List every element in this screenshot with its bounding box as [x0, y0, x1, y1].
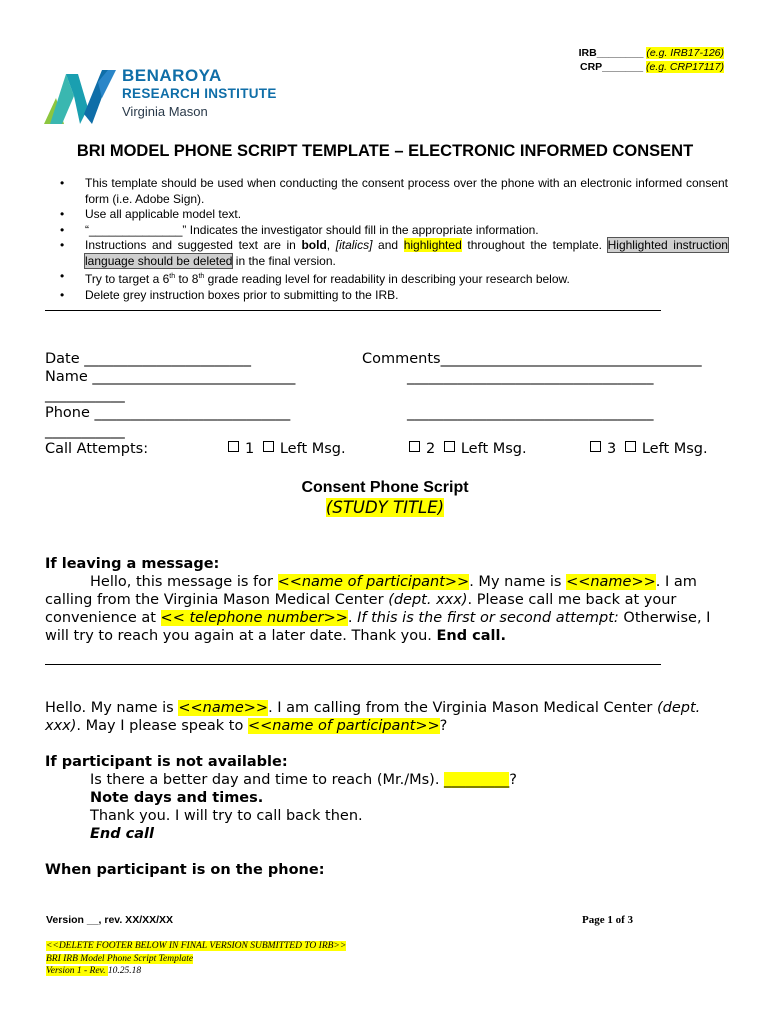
consent-script-title: Consent Phone Script	[301, 479, 469, 496]
script-text: . I am calling from the Virginia Mason Medical Center	[45, 574, 697, 608]
instruction-text: ,	[326, 238, 336, 252]
footer-page-number: Page 1 of 3	[582, 914, 634, 926]
instruction-grey-box: Highlighted instruction language should be deleted	[85, 238, 728, 268]
name-field[interactable]: Name ____________________________	[45, 369, 296, 385]
phone-field-continuation[interactable]: ___________	[45, 423, 125, 439]
script-text: Otherwise, I will try to reach you again at a later date. Thank you.	[45, 610, 711, 644]
instruction-text: throughout the template.	[461, 238, 608, 252]
comments-field[interactable]: Comments____________________________________	[362, 351, 702, 367]
better-time-line	[90, 771, 517, 789]
study-title-text: (STUDY TITLE)	[325, 498, 445, 517]
logo-text-benaroya: BENAROYA	[122, 66, 222, 85]
instruction-list	[60, 176, 728, 303]
attempt-instruction: If this is the first or second attempt:	[357, 610, 619, 626]
script-text: Is there a better day and time to reach (Mr./Ms).	[90, 772, 445, 788]
placeholder-participant-name: <<name of participant>>	[277, 574, 470, 590]
instruction-item	[60, 238, 728, 269]
footer-delete-note-text: <<DELETE FOOTER BELOW IN FINAL VERSION SUBMITTED TO IRB>>	[46, 941, 347, 951]
attempt-2-left-msg-label: Left Msg.	[460, 441, 527, 457]
instruction-text: and	[372, 238, 404, 252]
footer-version-line	[46, 965, 346, 978]
script-text: .	[347, 610, 358, 626]
comments-line-2[interactable]: __________________________________	[407, 369, 654, 385]
footer-version-line-text: Version 1 - Rev.	[46, 966, 108, 976]
placeholder-caller-name: <<name>>	[566, 574, 656, 590]
comments-line-3[interactable]: __________________________________	[407, 405, 654, 421]
superscript: th	[169, 273, 176, 280]
attempt-1-left-msg-label: Left Msg.	[279, 441, 346, 457]
end-call-instruction: End call.	[436, 628, 506, 644]
dept-placeholder: (dept. xxx)	[45, 700, 701, 734]
script-text: . Please call me back at your convenience at	[45, 592, 677, 626]
instruction-highlight-word: highlighted	[403, 238, 462, 252]
script-text: ?	[439, 718, 448, 734]
instruction-item	[60, 176, 728, 207]
instruction-text: to 8	[175, 272, 199, 286]
placeholder-participant-name: <<name of participant>>	[247, 718, 440, 734]
footer-version: Version __, rev. XX/XX/XX	[46, 914, 174, 926]
logo-text-research-institute: RESEARCH INSTITUTE	[122, 86, 277, 101]
script-text: . My name is	[469, 574, 567, 590]
call-attempts-label: Call Attempts:	[45, 441, 149, 457]
note-days-instruction: Note days and times.	[90, 790, 264, 806]
script-text: Hello. My name is	[45, 700, 179, 716]
crp-line	[579, 60, 724, 74]
page-title: BRI MODEL PHONE SCRIPT TEMPLATE – ELECTRONIC INFORMED CONSENT	[76, 142, 694, 160]
attempt-2-checkbox[interactable]	[409, 441, 420, 452]
placeholder-caller-name: <<name>>	[178, 700, 269, 716]
name-field-continuation[interactable]: ___________	[45, 387, 125, 403]
instruction-text: “______________” Indicates the investigator should fill in the appropriate information.	[85, 222, 539, 237]
instruction-text: Instructions and suggested text are in	[85, 238, 302, 252]
irb-example: (e.g. IRB17-126)	[646, 47, 724, 59]
placeholder-telephone-number: << telephone number>>	[160, 610, 348, 626]
not-available-heading: If participant is not available:	[45, 754, 288, 770]
attempt-1-left-msg-checkbox[interactable]	[263, 441, 274, 452]
irb-line	[579, 46, 724, 60]
script-text: Hello, this message is for	[90, 574, 278, 590]
instruction-item	[60, 207, 728, 223]
attempt-3-left-msg-checkbox[interactable]	[625, 441, 636, 452]
end-call-instruction: End call	[90, 826, 154, 842]
instruction-item	[60, 223, 728, 239]
attempt-2-left-msg-checkbox[interactable]	[444, 441, 455, 452]
attempt-1-checkbox[interactable]	[228, 441, 239, 452]
irb-crp-block	[579, 46, 724, 74]
divider	[45, 310, 661, 311]
script-text: . I am calling from the Virginia Mason Medical Center	[268, 700, 657, 716]
footer-template-name-text: BRI IRB Model Phone Script Template	[46, 953, 194, 964]
call-back-line: Thank you. I will try to call back then.	[90, 808, 363, 824]
instruction-text: in the final version.	[232, 253, 336, 268]
attempt-3-left-msg-label: Left Msg.	[641, 441, 708, 457]
footer-template-name	[46, 953, 346, 966]
benaroya-logo-mark-icon	[44, 68, 120, 126]
instruction-item	[60, 288, 728, 304]
attempt-1	[228, 441, 346, 457]
leaving-message-paragraph	[45, 573, 725, 645]
leaving-message-heading: If leaving a message:	[45, 556, 220, 572]
instruction-text: Use all applicable model text.	[85, 207, 242, 221]
attempt-3-number: 3	[607, 441, 617, 457]
phone-field[interactable]: Phone ___________________________	[45, 405, 291, 421]
footer-note	[46, 940, 346, 978]
study-title	[0, 498, 770, 517]
footer-version-date: 10.25.18	[107, 966, 142, 976]
irb-label: IRB________	[578, 47, 644, 59]
crp-example: (e.g. CRP17117)	[645, 61, 724, 73]
logo-text-virginia-mason: Virginia Mason	[122, 104, 208, 119]
instruction-text: Delete grey instruction boxes prior to submitting to the IRB.	[85, 287, 399, 302]
on-phone-heading: When participant is on the phone:	[45, 862, 325, 878]
instruction-item	[60, 269, 728, 288]
divider	[45, 664, 661, 665]
crp-label: CRP_______	[580, 61, 644, 73]
instruction-italic-word: [italics]	[335, 238, 373, 252]
attempt-1-number: 1	[245, 441, 255, 457]
instruction-text: grade reading level for readability in describing your research below.	[204, 272, 570, 286]
blank-fill-in: _________	[444, 772, 510, 788]
attempt-2-number: 2	[426, 441, 436, 457]
instruction-text: This template should be used when conducting the consent process over the phone with an electronic informed consent form (i.e. Adobe Sign).	[85, 176, 728, 206]
attempt-3-checkbox[interactable]	[590, 441, 601, 452]
script-text: . May I please speak to	[76, 718, 248, 734]
attempt-3	[590, 441, 708, 457]
date-field[interactable]: Date _______________________	[45, 351, 252, 367]
superscript: th	[198, 273, 205, 280]
dept-placeholder: (dept. xxx)	[388, 592, 468, 608]
instruction-text: Try to target a 6	[85, 272, 170, 286]
benaroya-logo	[44, 66, 304, 126]
footer-delete-note	[46, 940, 346, 953]
instruction-bold-word: bold	[301, 238, 327, 252]
attempt-2	[409, 441, 527, 457]
script-text: ?	[509, 772, 517, 788]
greeting-paragraph	[45, 699, 725, 735]
